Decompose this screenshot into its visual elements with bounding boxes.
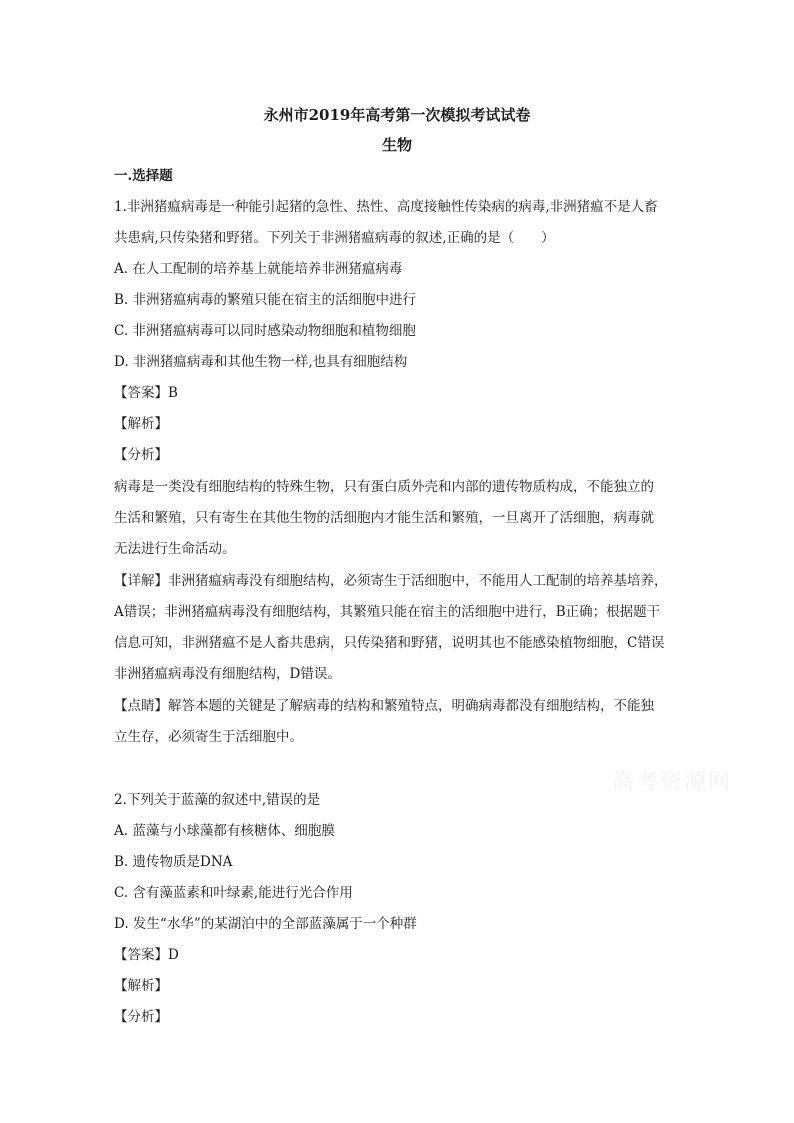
subject-title: 生物 bbox=[381, 136, 412, 154]
q2-option-a: A. 蓝藻与小球藻都有核糖体、细胞膜 bbox=[114, 823, 335, 839]
q1-fenxi-line3: 无法进行生命活动。 bbox=[114, 541, 236, 557]
q1-stem-line2: 共患病,只传染猪和野猪。下列关于非洲猪瘟病毒的叙述,正确的是（ ） bbox=[114, 230, 555, 246]
q1-fenxi-label: 【分析】 bbox=[114, 447, 168, 463]
q1-answer: 【答案】B bbox=[114, 385, 178, 401]
q1-detail-line1: 【详解】非洲猪瘟病毒没有细胞结构，必须寄生于活细胞中，不能用人工配制的培养基培养， bbox=[114, 573, 668, 589]
q1-analysis-label: 【解析】 bbox=[114, 416, 168, 432]
q1-point-line2: 立生存，必须寄生于活细胞中。 bbox=[114, 729, 303, 745]
q1-detail-line3: 信息可知，非洲猪瘟不是人畜共患病，只传染猪和野猪，说明其也不能感染植物细胞，C错误 bbox=[114, 635, 665, 651]
q2-fenxi-label: 【分析】 bbox=[114, 1009, 168, 1025]
q1-option-a: A. 在人工配制的培养基上就能培养非洲猪瘟病毒 bbox=[114, 261, 403, 277]
q1-option-b: B. 非洲猪瘟病毒的繁殖只能在宿主的活细胞中进行 bbox=[114, 292, 417, 308]
q2-answer: 【答案】D bbox=[114, 947, 179, 963]
q2-analysis-label: 【解析】 bbox=[114, 978, 168, 994]
q2-stem: 2.下列关于蓝藻的叙述中,错误的是 bbox=[114, 792, 321, 808]
q1-fenxi-line2: 生活和繁殖，只有寄生在其他生物的活细胞内才能生活和繁殖，一旦离开了活细胞，病毒就 bbox=[114, 510, 654, 526]
q1-detail-line2: A错误；非洲猪瘟病毒没有细胞结构，其繁殖只能在宿主的活细胞中进行，B正确；根据题干 bbox=[114, 604, 661, 620]
section-heading: 一.选择题 bbox=[114, 168, 173, 184]
q1-detail-line4: 非洲猪瘟病毒没有细胞结构，D错误。 bbox=[114, 666, 341, 682]
exam-title: 永州市2019年高考第一次模拟考试试卷 bbox=[263, 106, 531, 124]
q2-option-b: B. 遗传物质是DNA bbox=[114, 854, 233, 870]
q1-stem-line1: 1.非洲猪瘟病毒是一种能引起猪的急性、热性、高度接触性传染病的病毒,非洲猪瘟不是人畜 bbox=[114, 199, 658, 215]
q2-option-c: C. 含有藻蓝素和叶绿素,能进行光合作用 bbox=[114, 885, 353, 901]
q1-option-c: C. 非洲猪瘟病毒可以同时感染动物细胞和植物细胞 bbox=[114, 323, 416, 339]
q2-option-d: D. 发生“水华”的某湖泊中的全部蓝藻属于一个种群 bbox=[114, 916, 417, 932]
q1-point-line1: 【点睛】解答本题的关键是了解病毒的结构和繁殖特点，明确病毒都没有细胞结构，不能独 bbox=[114, 698, 654, 714]
q1-fenxi-line1: 病毒是一类没有细胞结构的特殊生物，只有蛋白质外壳和内部的遗传物质构成，不能独立的 bbox=[114, 479, 654, 495]
watermark-text: 高考资源网 bbox=[612, 770, 733, 795]
q1-option-d: D. 非洲猪瘟病毒和其他生物一样,也具有细胞结构 bbox=[114, 354, 408, 370]
